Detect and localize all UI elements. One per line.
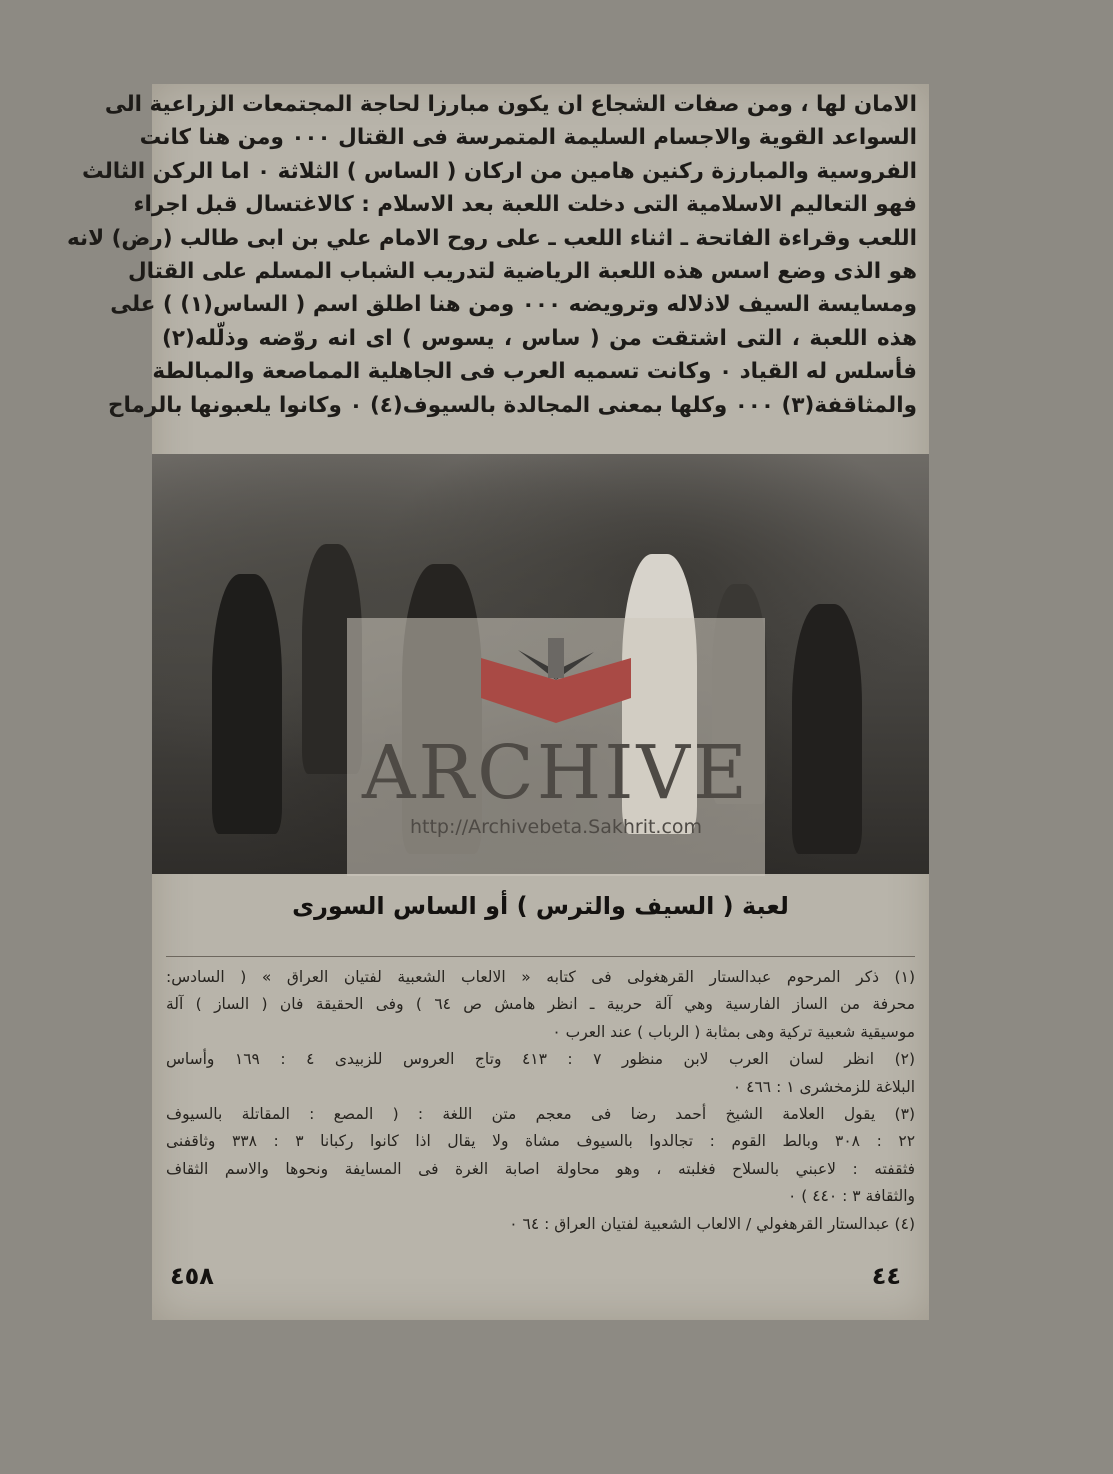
watermark-url: http://Archivebeta.Sakhrit.com <box>409 816 703 838</box>
footnote-line: (٢) انظر لسان العرب لابن منظور ٧ : ٤١٣ وتاج العروس للزبيدى ٤ : ١٦٩ وأساس <box>166 1050 916 1069</box>
sword-game-photo <box>152 454 929 874</box>
footnote-line: فثقفته : لاعبني بالسلاح فغلبته ، وهو محاولة اصابة الغرة فى المسايفة ونحوها والاسم الثقاف <box>166 1159 915 1178</box>
body-line: السواعد القوية والاجسام السليمة المتمرسة فى القتال ٠٠٠ ومن هنا كانت <box>139 125 917 151</box>
body-line: فهو التعاليم الاسلامية التى دخلت اللعبة بعد الاسلام : كالاغتسال قبل اجراء <box>133 192 917 218</box>
body-line: الامان لها ، ومن صفات الشجاع ان يكون مبارزا لحاجة المجتمعات الزراعية الى <box>104 92 917 117</box>
watermark-title: ARCHIVE <box>361 730 750 816</box>
body-line: الفروسية والمبارزة ركنين هامين من اركان ( الساس ) الثلاثة ٠ اما الركن الثالث <box>81 158 917 184</box>
photo-caption: لعبة ( السيف والترس ) أو الساس السورى <box>292 892 789 920</box>
page-number-right: ٤٤ <box>871 1262 901 1290</box>
footnote-divider <box>166 956 915 957</box>
body-line: اللعب وقراءة الفاتحة ـ اثناء اللعب ـ على روح الامام علي بن ابى طالب (رض) لانه <box>67 225 917 251</box>
photo-figure <box>212 574 282 834</box>
archive-watermark <box>347 618 765 876</box>
footnote-line: ٢٢ : ٣٠٨ وبالط القوم : تجالدوا بالسيوف مشاة ولا يقال اذا كانوا ركبانا ٣ : ٣٣٨ وثاقفنى <box>166 1132 916 1151</box>
document-page <box>67 84 929 1320</box>
footnote-line: (٣) يقول العلامة الشيخ أحمد رضا فى معجم متن اللغة : ( المصع : المقاتلة بالسيوف <box>166 1104 915 1123</box>
body-line: هو الذى وضع اسس هذه اللعبة الرياضية لتدريب الشباب المسلم على القتال <box>127 258 917 284</box>
footnote-line: موسيقية شعبية تركية وهى بمثابة ( الرباب ) عند العرب ٠ <box>552 1022 915 1041</box>
photo-figure <box>792 604 862 854</box>
footnote-line: والثقافة ٣ : ٤٤٠ ) ٠ <box>787 1187 915 1206</box>
body-line: فأسلس له القياد ٠ وكانت تسميه العرب فى الجاهلية المماصعة والمبالطة <box>152 359 917 385</box>
body-text <box>67 88 917 422</box>
page-number-left: ٤٥٨ <box>170 1262 214 1290</box>
footnotes <box>166 964 915 1238</box>
body-line: هذه اللعبة ، التى اشتقت من ( ساس ، يسوس ) اى انه روّضه وذلّله(٢) <box>162 325 917 351</box>
body-line: ومسايسة السيف لاذلاله وترويضه ٠٠٠ ومن هنا اطلق اسم ( الساس(١) ) على <box>110 292 917 318</box>
body-line: والمثاقفة(٣) ٠٠٠ وكلها بمعنى المجالدة بالسيوف(٤) ٠ وكانوا يلعبونها بالرماح <box>107 392 917 418</box>
footnote-line: (١) ذكر المرحوم عبدالستار القرهغولى فى كتابه « الالعاب الشعبية لفتيان العراق » ( السادس: <box>166 968 915 986</box>
footnote-line: البلاغة للزمخشرى ١ : ٤٦٦ ٠ <box>732 1077 915 1096</box>
open-book-icon <box>456 638 656 738</box>
footnote-line: محرفة من الساز الفارسية وهي آلة حربية ـ انظر هامش ص ٦٤ ) وفى الحقيقة فان ( الساز ) آلة <box>166 995 915 1014</box>
footnote-line: (٤) عبدالستار القرهغولي / الالعاب الشعبية لفتيان العراق : ٦٤ ٠ <box>509 1214 915 1233</box>
